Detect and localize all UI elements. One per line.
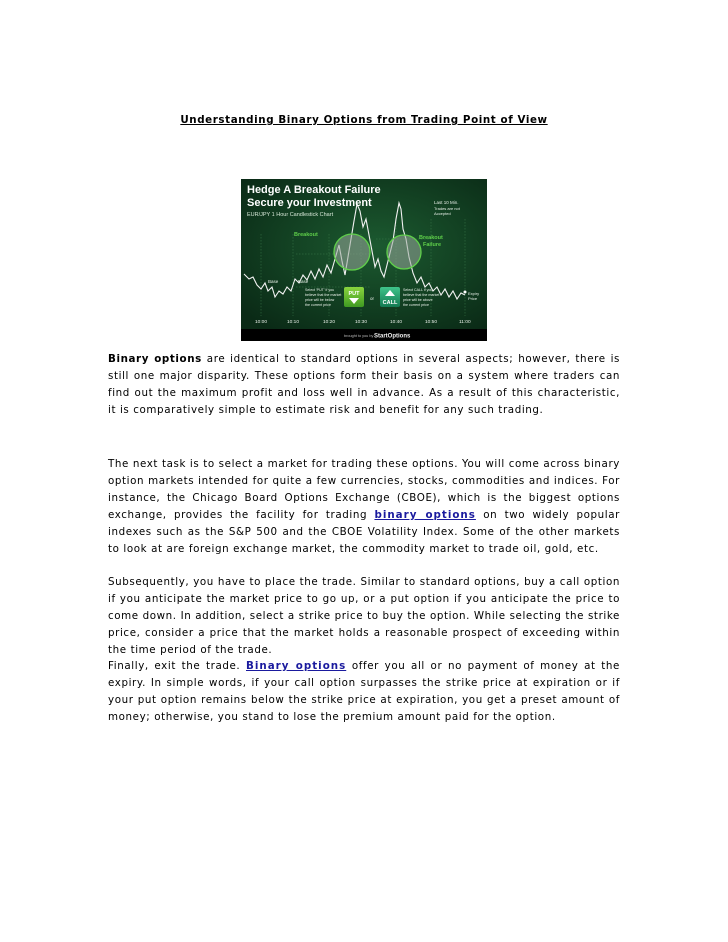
put-label: PUT [348, 291, 360, 297]
paragraph-2-text-before: The next task is to select a market for trading these options. You will come across binary option markets intended for quite a few currencies, stocks, commodities and indices. For instance, the Chicago Board Options Exchange (CBOE), which is the biggest options exchange, provides the facility for trading [108, 458, 620, 521]
binary-options-link-2[interactable]: Binary options [245, 660, 347, 672]
put-text-2: believe that the market [305, 293, 342, 297]
figure-heading-1: Hedge A Breakout Failure [247, 184, 381, 196]
binary-options-link[interactable]: binary options [374, 509, 476, 521]
chart-graphic [241, 179, 487, 341]
time-tick: 10:30 [355, 320, 368, 325]
call-text-1: Select CALL if you [403, 288, 433, 292]
failure-circle [387, 235, 421, 269]
paragraph-4-text-before: Finally, exit the trade. [108, 660, 246, 672]
put-text-1: Select 'PUT' if you [305, 288, 335, 292]
breakout-label: Breakout [294, 232, 318, 238]
paragraph-2 [108, 456, 620, 558]
time-tick: 11:00 [459, 320, 471, 325]
paragraph-4 [108, 658, 620, 726]
call-label: CALL [382, 300, 398, 306]
page-title: Understanding Binary Options from Trading Point of View [180, 114, 548, 126]
time-tick: 10:00 [255, 320, 268, 325]
base-label: Base [268, 279, 279, 284]
call-text-4: the current price [403, 303, 429, 307]
expiry-marker [464, 291, 467, 294]
paragraph-1-text: are identical to standard options in several aspects; however, there is still one major disparity. These options form their basis on a system where traders can find out the maximum profit and loss well in advance. As a result of this characteristic, it is comparatively simple to estimate risk and benefit for any such trading. [108, 353, 620, 416]
or-label: or [370, 296, 375, 301]
put-text-4: the current price [305, 303, 331, 307]
base-label-2: Base [298, 279, 309, 284]
paragraph-1 [108, 351, 620, 419]
note-line-2: Trades are not [434, 206, 460, 211]
call-text-2: believe that the market [403, 293, 440, 297]
paragraph-2-text-after: on two widely popular indexes such as the S&P 500 and the CBOE Volatility Index. Some of the other markets to look at are foreign exchange market, the commodity market to trade oil, gold, etc. [108, 509, 621, 555]
time-tick: 10:10 [287, 320, 300, 325]
failure-label-2: Failure [423, 242, 442, 248]
paragraph-1-lead: Binary options [108, 353, 202, 365]
time-tick: 10:40 [390, 320, 403, 325]
brand-prefix: brought to you by [344, 334, 374, 338]
expiry-label-2: Price [468, 296, 478, 301]
brand-logo: StartOptions [374, 333, 411, 340]
time-tick: 10:50 [425, 320, 438, 325]
call-text-3: price will be above [403, 298, 433, 302]
put-text-3: price will be below [305, 298, 335, 302]
note-line-3: Accepted [434, 211, 451, 216]
figure-heading-2: Secure your Investment [247, 197, 372, 209]
paragraph-3: Subsequently, you have to place the trade. Similar to standard options, buy a call option if you anticipate the market price to go up, or a put option if you anticipate the price to come down. In addition, select a strike price to buy the option. While selecting the strike price, consider a price that the market holds a reasonable prospect of exceeding within the time period of the trade. [108, 576, 620, 656]
paragraph-4-text-after: offer you all or no payment of money at the expiry. In simple words, if your call option surpasses the strike price at expiration or if your put option remains below the strike price at expiration, you get a preset amount of money; otherwise, you stand to lose the premium amount paid for the option. [108, 660, 620, 723]
note-line-1: Last 10 Min. [434, 200, 459, 205]
expiry-label-1: Expiry [468, 291, 480, 296]
breakout-circle [334, 234, 370, 270]
failure-label-1: Breakout [419, 235, 443, 241]
figure-subheading: EUR/JPY 1 Hour Candlestick Chart [247, 212, 334, 218]
time-tick: 10:20 [323, 320, 336, 325]
breakout-chart-figure [241, 179, 487, 341]
